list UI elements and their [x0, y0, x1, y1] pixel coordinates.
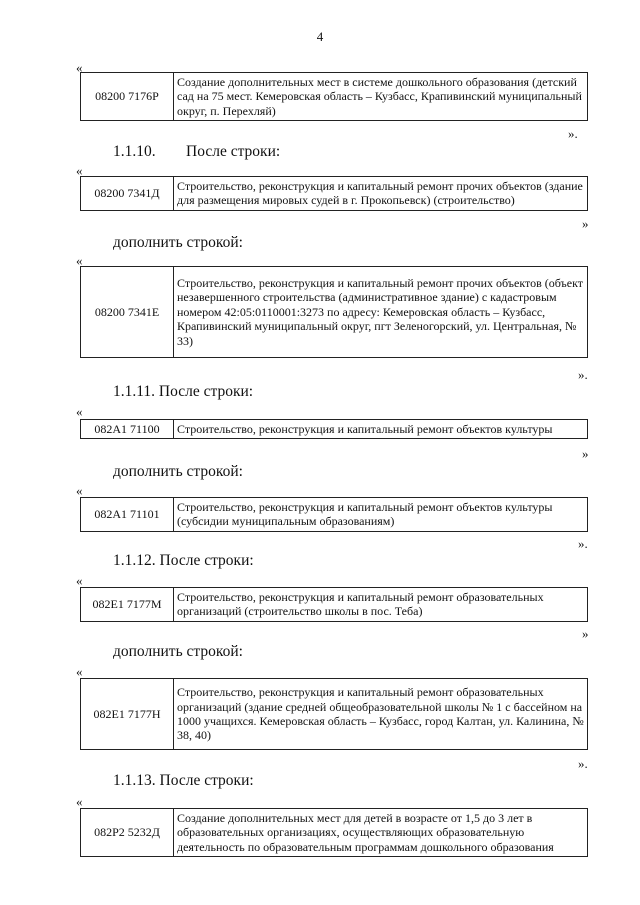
table-row	[81, 809, 588, 857]
table-row	[81, 420, 588, 439]
close-quote: »	[582, 216, 589, 231]
open-quote: «	[76, 60, 83, 75]
section-heading: После строки:	[186, 143, 281, 160]
budget-row-table	[80, 266, 588, 358]
section-heading: 1.1.11. После строки:	[113, 383, 254, 400]
budget-row-table	[80, 808, 588, 857]
table-row	[81, 498, 588, 532]
row-code: 08200 7341Е	[81, 267, 174, 358]
budget-row-table	[80, 419, 588, 439]
row-description: Строительство, реконструкция и капитальный ремонт объектов культуры (субсидии муниципальным образованиям)	[174, 498, 588, 532]
open-quote: «	[76, 163, 83, 178]
close-quote: ».	[578, 367, 588, 382]
add-line-text: дополнить строкой:	[113, 463, 243, 480]
row-code: 082Е1 7177Н	[81, 679, 174, 750]
close-quote: »	[582, 626, 589, 641]
row-code: 082А1 71101	[81, 498, 174, 532]
row-code: 08200 7341Д	[81, 177, 174, 211]
open-quote: «	[76, 253, 83, 268]
close-quote: ».	[578, 536, 588, 551]
budget-row-table	[80, 497, 588, 532]
open-quote: «	[76, 573, 83, 588]
table-row	[81, 177, 588, 211]
add-line-text: дополнить строкой:	[113, 234, 243, 251]
close-quote: ».	[578, 756, 588, 771]
open-quote: «	[76, 483, 83, 498]
page-number: 4	[316, 29, 324, 44]
table-row	[81, 679, 588, 750]
close-quote: »	[582, 446, 589, 461]
row-description: Создание дополнительных мест в системе дошкольного образования (детский сад на 75 мест. Кемеровская область – Кузбасс, Крапивинский муниципальный округ, п. Перехляй)	[174, 73, 588, 121]
row-code: 08200 7176Р	[81, 73, 174, 121]
table-row	[81, 588, 588, 622]
row-description: Строительство, реконструкция и капитальный ремонт прочих объектов (объект незавершенного строительства (административное здание) с кадастровым номером 42:05:0110001:3273 по адресу: Кемеровская область – Кузбасс, Крапивинский муниципальный округ, пгт Зеленогорский, ул. Центральная, № 33)	[174, 267, 588, 358]
section-heading: 1.1.12. После строки:	[113, 552, 254, 569]
table-row	[81, 267, 588, 358]
row-description: Строительство, реконструкция и капитальный ремонт образовательных организаций (здание средней общеобразовательной школы № 1 с бассейном на 1000 учащихся. Кемеровская область – Кузбасс, город Калтан, ул. Калинина, № 38, 40)	[174, 679, 588, 750]
open-quote: «	[76, 664, 83, 679]
budget-row-table	[80, 587, 588, 622]
row-description: Строительство, реконструкция и капитальный ремонт образовательных организаций (строительство школы в пос. Теба)	[174, 588, 588, 622]
table-row	[81, 73, 588, 121]
add-line-text: дополнить строкой:	[113, 643, 243, 660]
row-code: 082А1 71100	[81, 420, 174, 439]
budget-row-table	[80, 678, 588, 750]
row-description: Строительство, реконструкция и капитальный ремонт прочих объектов (здание для размещения мировых судей в г. Прокопьевск) (строительство)	[174, 177, 588, 211]
section-heading: 1.1.13. После строки:	[113, 772, 254, 789]
open-quote: «	[76, 404, 83, 419]
row-code: 082Е1 7177М	[81, 588, 174, 622]
close-quote: ».	[568, 126, 578, 141]
open-quote: «	[76, 794, 83, 809]
row-description: Строительство, реконструкция и капитальный ремонт объектов культуры	[174, 420, 588, 439]
budget-row-table	[80, 72, 588, 121]
budget-row-table	[80, 176, 588, 211]
row-description: Создание дополнительных мест для детей в возрасте от 1,5 до 3 лет в образовательных организациях, осуществляющих образовательную деятельность по образовательным программам дошкольного образования	[174, 809, 588, 857]
section-number: 1.1.10.	[113, 143, 156, 160]
row-code: 082Р2 5232Д	[81, 809, 174, 857]
